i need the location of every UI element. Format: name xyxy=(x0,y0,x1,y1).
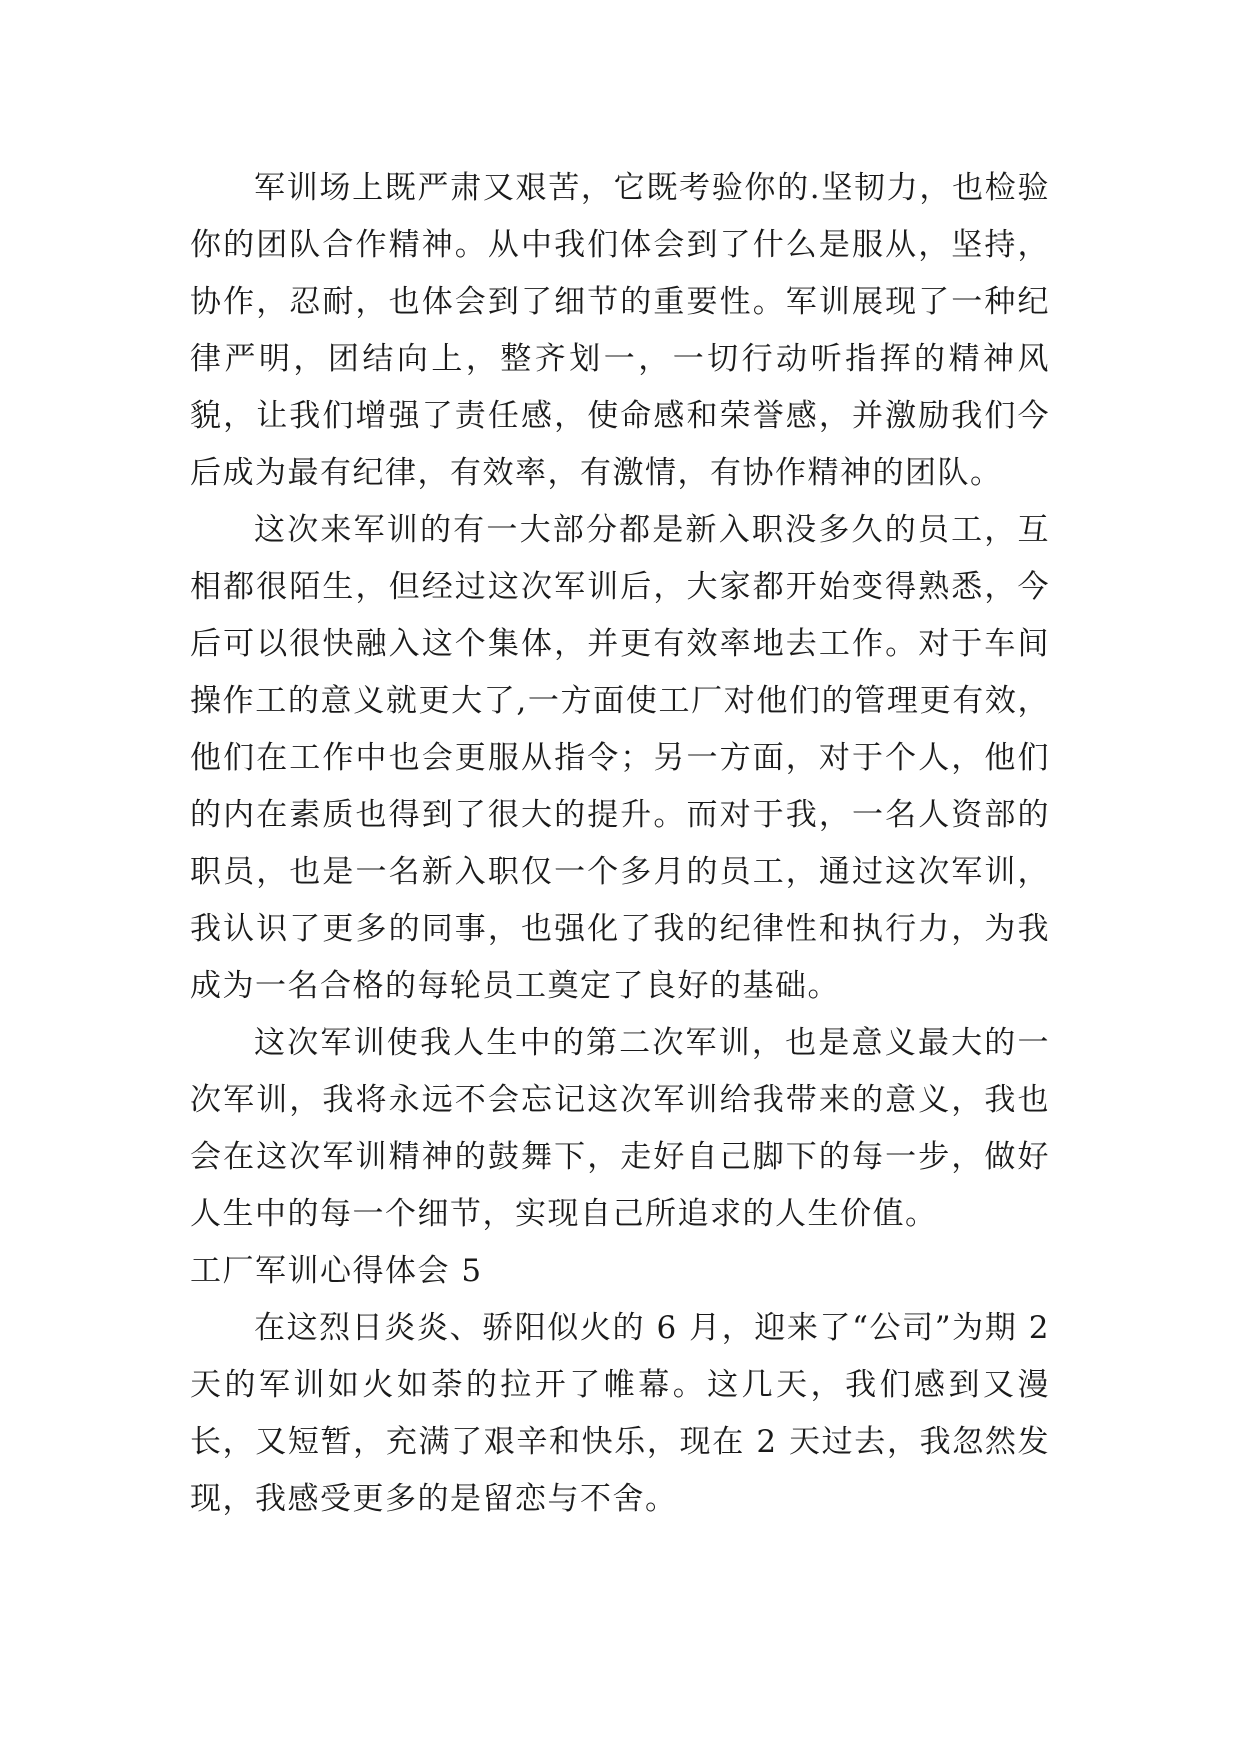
paragraph-second-training: 这次军训使我人生中的第二次军训，也是意义最大的一次军训，我将永远不会忘记这次军训给我带来的意义，我也会在这次军训精神的鼓舞下，走好自己脚下的每一步，做好人生中的每一个细节，实现自己所追求的人生价值。 xyxy=(190,1025,1050,1232)
paragraph-military-training-spirit: 军训场上既严肃又艰苦，它既考验你的.坚韧力，也检验你的团队合作精神。从中我们体会到了什么是服从，坚持，协作，忍耐，也体会到了细节的重要性。军训展现了一种纪律严明，团结向上，整齐划一，一切行动听指挥的精神风貌，让我们增强了责任感，使命感和荣誉感，并激励我们今后成为最有纪律，有效率，有激情，有协作精神的团队。 xyxy=(190,170,1050,491)
document-body xyxy=(190,160,1062,1528)
section-heading: 工厂军训心得体会 5 xyxy=(190,1253,483,1289)
paragraph-june-training: 在这烈日炎炎、骄阳似火的 6 月，迎来了“公司”为期 2 天的军训如火如荼的拉开了帷幕。这几天，我们感到又漫长，又短暂，充满了艰辛和快乐，现在 2 天过去，我忽然发现，我感受更多的是留恋与不舍。 xyxy=(190,1310,1062,1517)
paragraph-new-employees: 这次来军训的有一大部分都是新入职没多久的员工，互相都很陌生，但经过这次军训后，大家都开始变得熟悉，今后可以很快融入这个集体，并更有效率地去工作。对于车间操作工的意义就更大了,一方面使工厂对他们的管理更有效，他们在工作中也会更服从指令；另一方面，对于个人，他们的内在素质也得到了很大的提升。而对于我，一名人资部的职员，也是一名新入职仅一个多月的员工，通过这次军训，我认识了更多的同事，也强化了我的纪律性和执行力，为我成为一名合格的每轮员工奠定了良好的基础。 xyxy=(190,512,1050,1004)
